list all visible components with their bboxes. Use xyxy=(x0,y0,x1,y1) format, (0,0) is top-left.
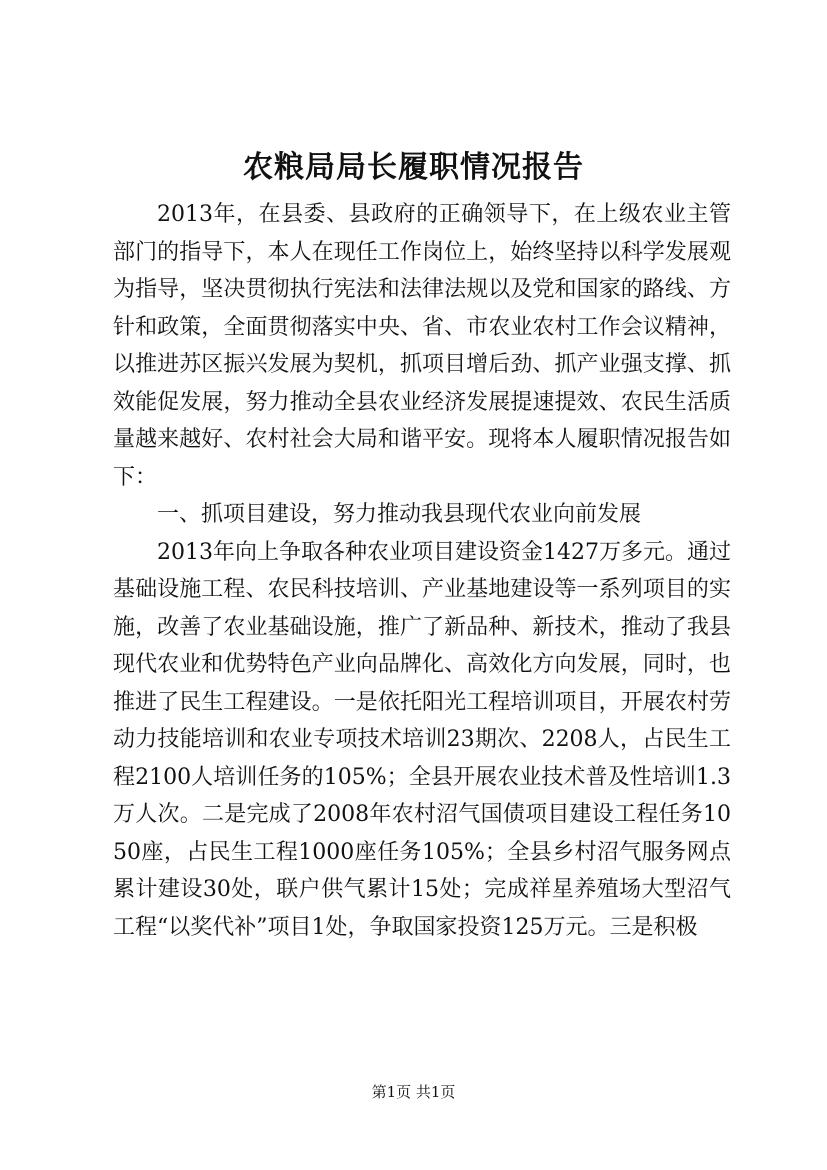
document-title: 农粮局局长履职情况报告 xyxy=(243,150,584,185)
page-number: 第1页 共1页 xyxy=(371,1083,456,1101)
paragraph-intro: 2013年，在县委、县政府的正确领导下，在上级农业主管部门的指导下，本人在现任工作岗位上，始终坚持以科学发展观为指导，坚决贯彻执行宪法和法律法规以及党和国家的路线、方针和政策，全面贯彻落实中央、省、市农业农村工作会议精神，以推进苏区振兴发展为契机，抓项目增后劲、抓产业强支撑、抓效能促发展，努力推动全县农业经济发展提速提效、农民生活质量越来越好、农村社会大局和谐平安。现将本人履职情况报告如下： xyxy=(113,202,731,490)
document-body xyxy=(113,196,731,946)
section-heading: 一、抓项目建设，努力推动我县现代农业向前发展 xyxy=(157,502,642,527)
paragraph-projects: 2013年向上争取各种农业项目建设资金1427万多元。通过基础设施工程、农民科技培训、产业基地建设等一系列项目的实施，改善了农业基础设施，推广了新品种、新技术，推动了我县现代农业和优势特色产业向品牌化、高效化方向发展，同时，也推进了民生工程建设。一是依托阳光工程培训项目，开展农村劳动力技能培训和农业专项技术培训23期次、2208人，占民生工程2100人培训任务的105%；全县开展农业技术普及性培训1.3万人次。二是完成了2008年农村沼气国债项目建设工程任务1050座，占民生工程1000座任务105%；全县乡村沼气服务网点累计建设30处，联户供气累计15处；完成祥星养殖场大型沼气工程“以奖代补”项目1处，争取国家投资125万元。三是积极 xyxy=(113,539,731,940)
